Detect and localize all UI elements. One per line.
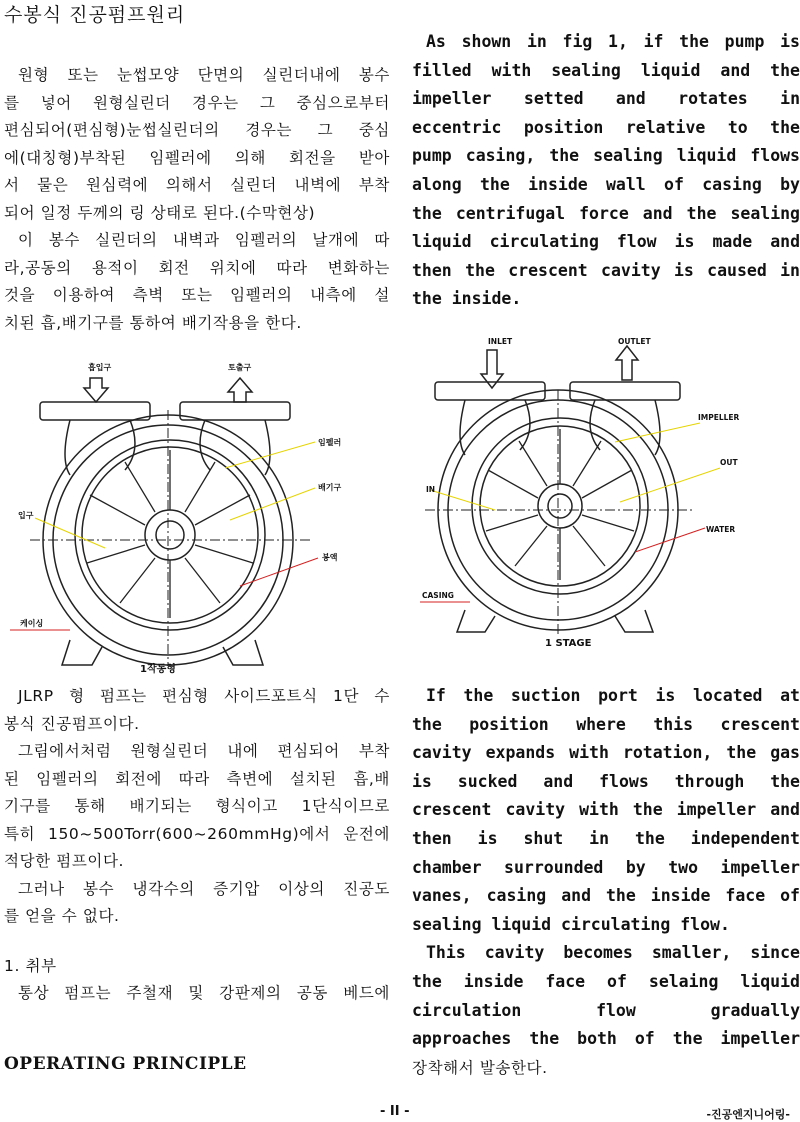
page-title: 수봉식 진공펌프원리 bbox=[4, 4, 186, 26]
fig-left-impeller-label: 임펠러 bbox=[318, 438, 342, 447]
kr-p2-line: 치된 흡,배기구를 통하여 배기작용을 한다. bbox=[4, 313, 302, 332]
inlet-arrow-icon bbox=[84, 378, 108, 402]
en-p2-line: is sucked and flows through the bbox=[412, 771, 800, 791]
en-p2-line: vanes, casing and the inside face of bbox=[412, 886, 800, 906]
en-p3-line: circulation flow gradually bbox=[412, 1000, 800, 1020]
en-p1-line: eccentric position relative to the bbox=[412, 117, 800, 137]
fig-left-outlet-label: 토출구 bbox=[228, 363, 252, 372]
kr-p1-line: 되어 일정 두께의 링 상태로 된다.(수막현상) bbox=[4, 203, 316, 222]
kr-p1-line: 원형 또는 눈썹모양 단면의 실린더내에 봉수 bbox=[18, 66, 390, 84]
pump-diagram-right bbox=[410, 330, 790, 655]
kr-paragraph-1 bbox=[4, 62, 390, 337]
outlet-arrow-icon bbox=[616, 346, 638, 380]
en-p1-line: pump casing, the sealing liquid flows bbox=[412, 146, 800, 166]
operating-principle-heading: OPERATING PRINCIPLE bbox=[4, 1054, 247, 1074]
en-p1-line: along the inside wall of casing by bbox=[412, 174, 800, 194]
kr-p4-line: 특히 150~500Torr(600~260mmHg)에서 운전에 bbox=[4, 824, 390, 843]
kr-p1-line: 서 물은 원심력에 의해서 실린더 내벽에 부착 bbox=[4, 176, 390, 194]
en-p3-line: 장착해서 발송한다. bbox=[412, 1058, 548, 1077]
kr-p4-line: 적당한 펌프이다. bbox=[4, 852, 125, 870]
pump-diagram-left bbox=[0, 350, 400, 675]
fig-right-impeller-label: IMPELLER bbox=[698, 413, 740, 422]
fig-left-casing-label: 케이싱 bbox=[20, 619, 44, 628]
en-p1-line: the inside. bbox=[412, 289, 522, 309]
kr-p1-line: 편심되어(편심형)눈썹실린더의 경우는 그 중심 bbox=[4, 121, 390, 139]
en-p3-line: the inside face of selaing liquid bbox=[412, 971, 800, 991]
fig-right-inlet-label: INLET bbox=[488, 337, 513, 346]
en-p2-line: the position where this crescent bbox=[412, 714, 800, 734]
kr-p1-line: 에(대칭형)부착된 임펠러에 의해 회전을 받아 bbox=[4, 148, 390, 167]
en-paragraph-lower bbox=[412, 682, 800, 1082]
en-p2-line: cavity expands with rotation, the gas bbox=[412, 743, 800, 763]
en-p1-line: the centrifugal force and the sealing bbox=[412, 203, 800, 223]
fig-right-water-label: WATER bbox=[706, 525, 736, 534]
page-number: - II - bbox=[380, 1104, 410, 1119]
en-p1-line: filled with sealing liquid and the bbox=[412, 60, 800, 80]
fig-right-out-label: OUT bbox=[720, 458, 738, 467]
en-p1-line: impeller setted and rotates in bbox=[412, 89, 800, 109]
fig-left-caption: 1작동형 bbox=[140, 664, 176, 675]
kr-p4-line: 그림에서처럼 원형실린더 내에 편심되어 부착 bbox=[18, 742, 390, 760]
kr-p5-line: 그러나 봉수 냉각수의 증기압 이상의 진공도 bbox=[18, 879, 390, 898]
footer-company: -진공엔지니어링- bbox=[706, 1108, 790, 1121]
kr-p2-line: 라,공동의 용적이 회전 위치에 따라 변화하는 bbox=[4, 258, 390, 277]
fig-left-inlet-label: 흡입구 bbox=[88, 363, 112, 372]
kr-p3-line: 봉식 진공펌프이다. bbox=[4, 714, 140, 733]
en-paragraph-1 bbox=[412, 28, 800, 314]
kr-p1-line: 를 넣어 원형실린더 경우는 그 중심으로부터 bbox=[4, 93, 390, 112]
en-p1-line: liquid circulating flow is made and bbox=[412, 232, 800, 252]
en-p2-line: then is shut in the independent bbox=[412, 828, 800, 848]
fig-left-exhaust-label: 배기구 bbox=[318, 483, 342, 492]
kr-section-heading: 1. 취부 bbox=[4, 956, 57, 975]
fig-right-casing-label: CASING bbox=[422, 591, 454, 600]
kr-p2-line: 이 봉수 실린더의 내벽과 임펠러의 날개에 따 bbox=[18, 231, 390, 249]
fig-right-caption: 1 STAGE bbox=[545, 638, 592, 649]
kr-p5-line: 를 얻을 수 없다. bbox=[4, 907, 120, 925]
outlet-arrow-icon bbox=[228, 378, 252, 402]
fig-left-water-label: 봉액 bbox=[322, 553, 338, 562]
fig-right-in-label: IN bbox=[426, 485, 436, 494]
kr-p3-line: JLRP 형 펌프는 편심형 사이드포트식 1단 수 bbox=[18, 687, 390, 705]
en-p2-line: chamber surrounded by two impeller bbox=[412, 857, 800, 877]
kr-p2-line: 것을 이용하여 측벽 또는 임펠러의 내측에 설 bbox=[4, 286, 390, 304]
kr-paragraph-lower bbox=[4, 683, 390, 1008]
kr-p6-line: 통상 펌프는 주철재 및 강판제의 공동 베드에 bbox=[18, 984, 390, 1002]
kr-p4-line: 기구를 통해 배기되는 형식이고 1단식이므로 bbox=[4, 797, 390, 815]
en-p2-line: If the suction port is located at bbox=[426, 686, 800, 705]
en-p3-line: approaches the both of the impeller bbox=[412, 1029, 800, 1049]
kr-p4-line: 된 임펠러의 회전에 따라 측변에 설치된 흡,배 bbox=[4, 769, 390, 788]
en-p1-line: then the crescent cavity is caused in bbox=[412, 260, 800, 280]
en-p2-line: crescent cavity with the impeller and bbox=[412, 800, 800, 820]
fig-left-intake-label: 입구 bbox=[18, 511, 34, 520]
en-p1-line: As shown in fig 1, if the pump is bbox=[426, 32, 800, 51]
en-p2-line: sealing liquid circulating flow. bbox=[412, 914, 730, 934]
fig-right-outlet-label: OUTLET bbox=[618, 337, 651, 346]
en-p3-line: This cavity becomes smaller, since bbox=[426, 943, 800, 963]
